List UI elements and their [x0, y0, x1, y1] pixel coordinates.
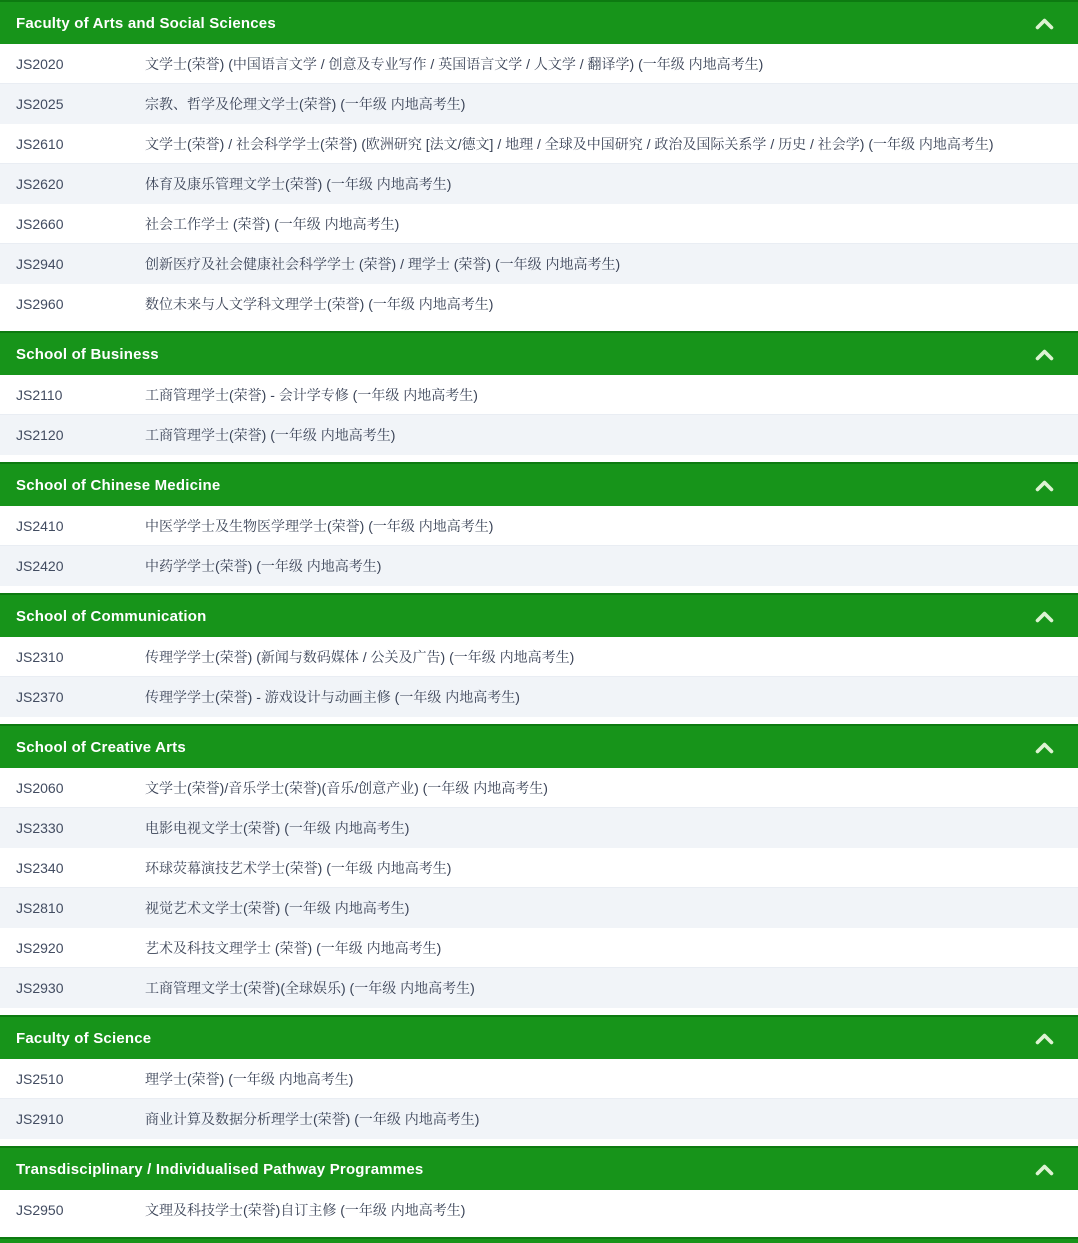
programme-code: JS2930	[16, 980, 64, 996]
programme-code: JS2910	[16, 1111, 64, 1127]
programme-code: JS2620	[16, 176, 64, 192]
programme-name: 理学士(荣誉) (一年级 内地高考生)	[145, 1070, 354, 1087]
programme-row	[0, 928, 1078, 968]
programme-code: JS2310	[16, 648, 64, 665]
programme-code: JS2810	[16, 900, 64, 916]
programme-name: 环球荧幕演技艺术学士(荣誉) (一年级 内地高考生)	[145, 859, 452, 876]
programme-code: JS2940	[16, 256, 64, 272]
programme-code: JS2020	[16, 55, 64, 72]
section-rows	[0, 1059, 1078, 1139]
programme-row	[0, 415, 1078, 455]
programme-name: 工商管理文学士(荣誉)(全球娱乐) (一年级 内地高考生)	[145, 980, 475, 996]
accordion-section	[0, 0, 1078, 324]
programme-name: 中药学学士(荣誉) (一年级 内地高考生)	[145, 558, 382, 574]
programme-code: JS2920	[16, 939, 64, 956]
programme-row	[0, 84, 1078, 124]
accordion-section	[0, 331, 1078, 455]
programme-row	[0, 244, 1078, 284]
programme-code: JS2060	[16, 779, 64, 796]
programme-code: JS2410	[16, 517, 64, 534]
section-header[interactable]	[0, 593, 1078, 637]
accordion-section	[0, 1146, 1078, 1230]
programme-row	[0, 44, 1078, 84]
section-header[interactable]	[0, 724, 1078, 768]
section-header[interactable]	[0, 331, 1078, 375]
programme-row	[0, 968, 1078, 1008]
programme-code: JS2610	[16, 135, 64, 152]
programme-row	[0, 284, 1078, 324]
programme-row	[0, 1059, 1078, 1099]
programme-row	[0, 375, 1078, 415]
section-header[interactable]	[0, 1015, 1078, 1059]
section-title: School of Chinese Medicine	[16, 476, 221, 494]
section-title: Faculty of Arts and Social Sciences	[16, 14, 276, 32]
programme-code: JS2660	[16, 215, 64, 232]
programme-row	[0, 204, 1078, 244]
accordion-section	[0, 1015, 1078, 1139]
section-rows	[0, 768, 1078, 1008]
programme-code: JS2960	[16, 296, 64, 312]
programme-name: 文学士(荣誉) (中国语言文学 / 创意及专业写作 / 英国语言文学 / 人文学 / 翻译学) (一年级 内地高考生)	[145, 55, 764, 72]
programme-row	[0, 164, 1078, 204]
section-rows	[0, 375, 1078, 455]
programme-name: 商业计算及数据分析理学士(荣誉) (一年级 内地高考生)	[145, 1111, 480, 1127]
programme-code: JS2340	[16, 859, 64, 876]
chevron-up-icon[interactable]	[1032, 604, 1056, 628]
programme-name: 创新医疗及社会健康社会科学学士 (荣誉) / 理学士 (荣誉) (一年级 内地高考生)	[145, 256, 621, 272]
programme-code: JS2330	[16, 820, 64, 836]
accordion-section	[0, 593, 1078, 717]
chevron-up-icon[interactable]	[1032, 735, 1056, 759]
section-title: Faculty of Science	[16, 1029, 152, 1047]
programme-name: 文学士(荣誉)/音乐学士(荣誉)(音乐/创意产业) (一年级 内地高考生)	[145, 779, 548, 796]
section-rows	[0, 1190, 1078, 1230]
programme-row	[0, 124, 1078, 164]
programme-name: 文学士(荣誉) / 社会科学学士(荣誉) (欧洲研究 [法文/德文] / 地理 / 全球及中国研究 / 政治及国际关系学 / 历史 / 社会学) (一年级 内地高考生)	[145, 135, 994, 152]
section-title: School of Communication	[16, 607, 207, 625]
programme-name: 宗教、哲学及伦理文学士(荣誉) (一年级 内地高考生)	[145, 96, 466, 112]
programme-name: 传理学学士(荣誉) (新闻与数码媒体 / 公关及广告) (一年级 内地高考生)	[145, 648, 575, 665]
programme-code: JS2950	[16, 1202, 64, 1218]
section-title: Transdisciplinary / Individualised Pathway Programmes	[16, 1160, 424, 1178]
programme-name: 工商管理学士(荣誉) - 会计学专修 (一年级 内地高考生)	[145, 386, 478, 403]
programme-row	[0, 677, 1078, 717]
chevron-up-icon[interactable]	[1032, 342, 1056, 366]
programme-row	[0, 768, 1078, 808]
programme-code: JS2420	[16, 558, 64, 574]
programme-row	[0, 888, 1078, 928]
programme-code: JS2120	[16, 427, 64, 443]
programme-code: JS2510	[16, 1070, 64, 1087]
programme-row	[0, 637, 1078, 677]
programme-name: 数位未来与人文学科文理学士(荣誉) (一年级 内地高考生)	[145, 296, 494, 312]
programme-name: 艺术及科技文理学士 (荣誉) (一年级 内地高考生)	[145, 939, 442, 956]
programme-code: JS2370	[16, 689, 64, 705]
programme-name: 文理及科技学士(荣誉)自订主修 (一年级 内地高考生)	[145, 1202, 466, 1218]
section-rows	[0, 44, 1078, 324]
section-title: School of Business	[16, 345, 159, 363]
programme-row	[0, 1190, 1078, 1230]
accordion-section	[0, 462, 1078, 586]
programme-name: 工商管理学士(荣誉) (一年级 内地高考生)	[145, 427, 396, 443]
section-header[interactable]	[0, 1146, 1078, 1190]
section-header[interactable]	[0, 462, 1078, 506]
chevron-up-icon[interactable]	[1032, 11, 1056, 35]
chevron-up-icon[interactable]	[1032, 1026, 1056, 1050]
programme-name: 视觉艺术文学士(荣誉) (一年级 内地高考生)	[145, 900, 410, 916]
section-header[interactable]	[0, 0, 1078, 44]
programme-code: JS2025	[16, 96, 64, 112]
programme-name: 体育及康乐管理文学士(荣誉) (一年级 内地高考生)	[145, 176, 452, 192]
programme-name: 社会工作学士 (荣誉) (一年级 内地高考生)	[145, 215, 400, 232]
accordion-section	[0, 724, 1078, 1008]
programme-row	[0, 506, 1078, 546]
next-section-header-partial	[0, 1237, 1078, 1243]
programme-name: 电影电视文学士(荣誉) (一年级 内地高考生)	[145, 820, 410, 836]
programme-row	[0, 546, 1078, 586]
programme-code: JS2110	[16, 386, 63, 403]
section-rows	[0, 506, 1078, 586]
section-title: School of Creative Arts	[16, 738, 186, 756]
programme-row	[0, 808, 1078, 848]
programme-row	[0, 848, 1078, 888]
programme-row	[0, 1099, 1078, 1139]
chevron-up-icon[interactable]	[1032, 1157, 1056, 1181]
programme-name: 传理学学士(荣誉) - 游戏设计与动画主修 (一年级 内地高考生)	[145, 689, 520, 705]
section-rows	[0, 637, 1078, 717]
programme-name: 中医学学士及生物医学理学士(荣誉) (一年级 内地高考生)	[145, 517, 494, 534]
chevron-up-icon[interactable]	[1032, 473, 1056, 497]
